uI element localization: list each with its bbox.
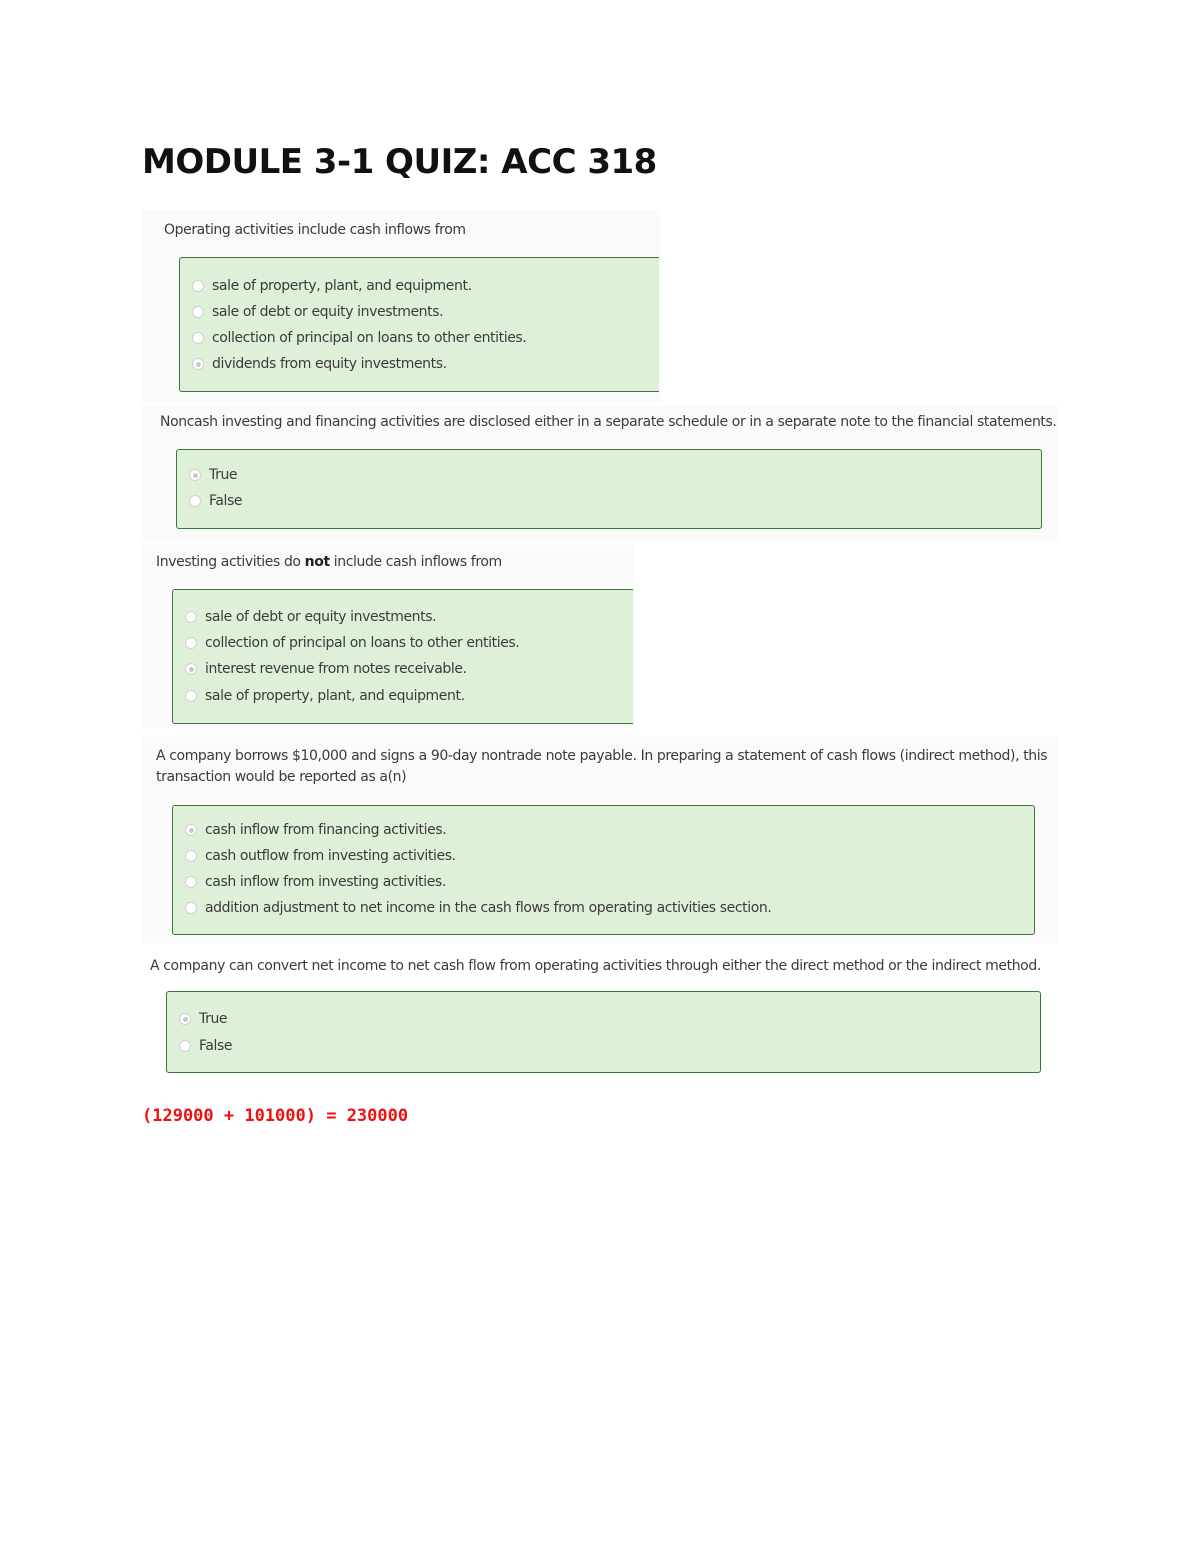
radio-selected-icon[interactable] bbox=[179, 1013, 191, 1025]
option[interactable] bbox=[189, 465, 237, 485]
option-label: False bbox=[209, 493, 243, 509]
option[interactable] bbox=[185, 607, 436, 627]
option[interactable] bbox=[185, 686, 465, 706]
option-label: collection of principal on loans to other entities. bbox=[205, 635, 520, 651]
option[interactable] bbox=[185, 659, 467, 679]
option-label: interest revenue from notes receivable. bbox=[205, 661, 467, 677]
radio-icon[interactable] bbox=[185, 637, 197, 649]
question-2-prompt: Noncash investing and financing activities are disclosed either in a separate schedule or in a separate note to the financial statements. bbox=[160, 414, 1057, 430]
option[interactable] bbox=[185, 872, 446, 892]
radio-icon[interactable] bbox=[185, 611, 197, 623]
answer-box-2 bbox=[176, 449, 1042, 529]
question-4-prompt bbox=[156, 746, 1047, 788]
option-label: collection of principal on loans to other entities. bbox=[212, 330, 527, 346]
radio-selected-icon[interactable] bbox=[189, 469, 201, 481]
option[interactable] bbox=[185, 846, 456, 866]
option-label: sale of debt or equity investments. bbox=[212, 304, 444, 320]
option-label: addition adjustment to net income in the cash flows from operating activities section. bbox=[205, 900, 772, 916]
radio-icon[interactable] bbox=[185, 876, 197, 888]
answer-box-1 bbox=[179, 257, 659, 392]
option[interactable] bbox=[192, 276, 472, 296]
prompt-line: transaction would be reported as a(n) bbox=[156, 769, 407, 785]
option[interactable] bbox=[192, 354, 447, 374]
radio-icon[interactable] bbox=[185, 850, 197, 862]
prompt-line: A company borrows $10,000 and signs a 90-day nontrade note payable. In preparing a statement of cash flows (indirect method), this bbox=[156, 748, 1048, 764]
option[interactable] bbox=[192, 328, 526, 348]
radio-icon[interactable] bbox=[192, 280, 204, 292]
prompt-text: include cash inflows from bbox=[329, 554, 502, 570]
option-label: sale of property, plant, and equipment. bbox=[212, 278, 472, 294]
option[interactable] bbox=[192, 302, 443, 322]
radio-icon[interactable] bbox=[179, 1040, 191, 1052]
option-label: cash inflow from investing activities. bbox=[205, 874, 446, 890]
radio-selected-icon[interactable] bbox=[185, 663, 197, 675]
option-label: sale of property, plant, and equipment. bbox=[205, 688, 465, 704]
radio-selected-icon[interactable] bbox=[192, 358, 204, 370]
radio-icon[interactable] bbox=[185, 902, 197, 914]
question-5-prompt: A company can convert net income to net cash flow from operating activities through either the direct method or the indirect method. bbox=[150, 958, 1041, 974]
radio-icon[interactable] bbox=[192, 332, 204, 344]
option[interactable] bbox=[185, 898, 771, 918]
answer-box-5 bbox=[166, 991, 1041, 1073]
answer-box-3 bbox=[172, 589, 633, 724]
option[interactable] bbox=[189, 491, 242, 511]
question-1-prompt: Operating activities include cash inflows from bbox=[164, 222, 466, 238]
radio-icon[interactable] bbox=[185, 690, 197, 702]
radio-icon[interactable] bbox=[189, 495, 201, 507]
question-3-prompt bbox=[156, 552, 502, 573]
option-label: True bbox=[209, 467, 238, 483]
option-label: cash outflow from investing activities. bbox=[205, 848, 456, 864]
radio-icon[interactable] bbox=[192, 306, 204, 318]
option-label: sale of debt or equity investments. bbox=[205, 609, 437, 625]
handwritten-calculation: (129000 + 101000) = 230000 bbox=[142, 1106, 409, 1126]
answer-box-4 bbox=[172, 805, 1035, 935]
option-label: False bbox=[199, 1038, 233, 1054]
option[interactable] bbox=[179, 1036, 232, 1056]
option-label: True bbox=[199, 1011, 228, 1027]
option[interactable] bbox=[185, 633, 519, 653]
option[interactable] bbox=[185, 820, 446, 840]
option-label: dividends from equity investments. bbox=[212, 356, 447, 372]
option-label: cash inflow from financing activities. bbox=[205, 822, 447, 838]
option[interactable] bbox=[179, 1009, 227, 1029]
prompt-text: Investing activities do bbox=[156, 554, 305, 570]
radio-selected-icon[interactable] bbox=[185, 824, 197, 836]
prompt-emphasis: not bbox=[304, 554, 330, 570]
page-title: MODULE 3-1 QUIZ: ACC 318 bbox=[142, 142, 657, 182]
